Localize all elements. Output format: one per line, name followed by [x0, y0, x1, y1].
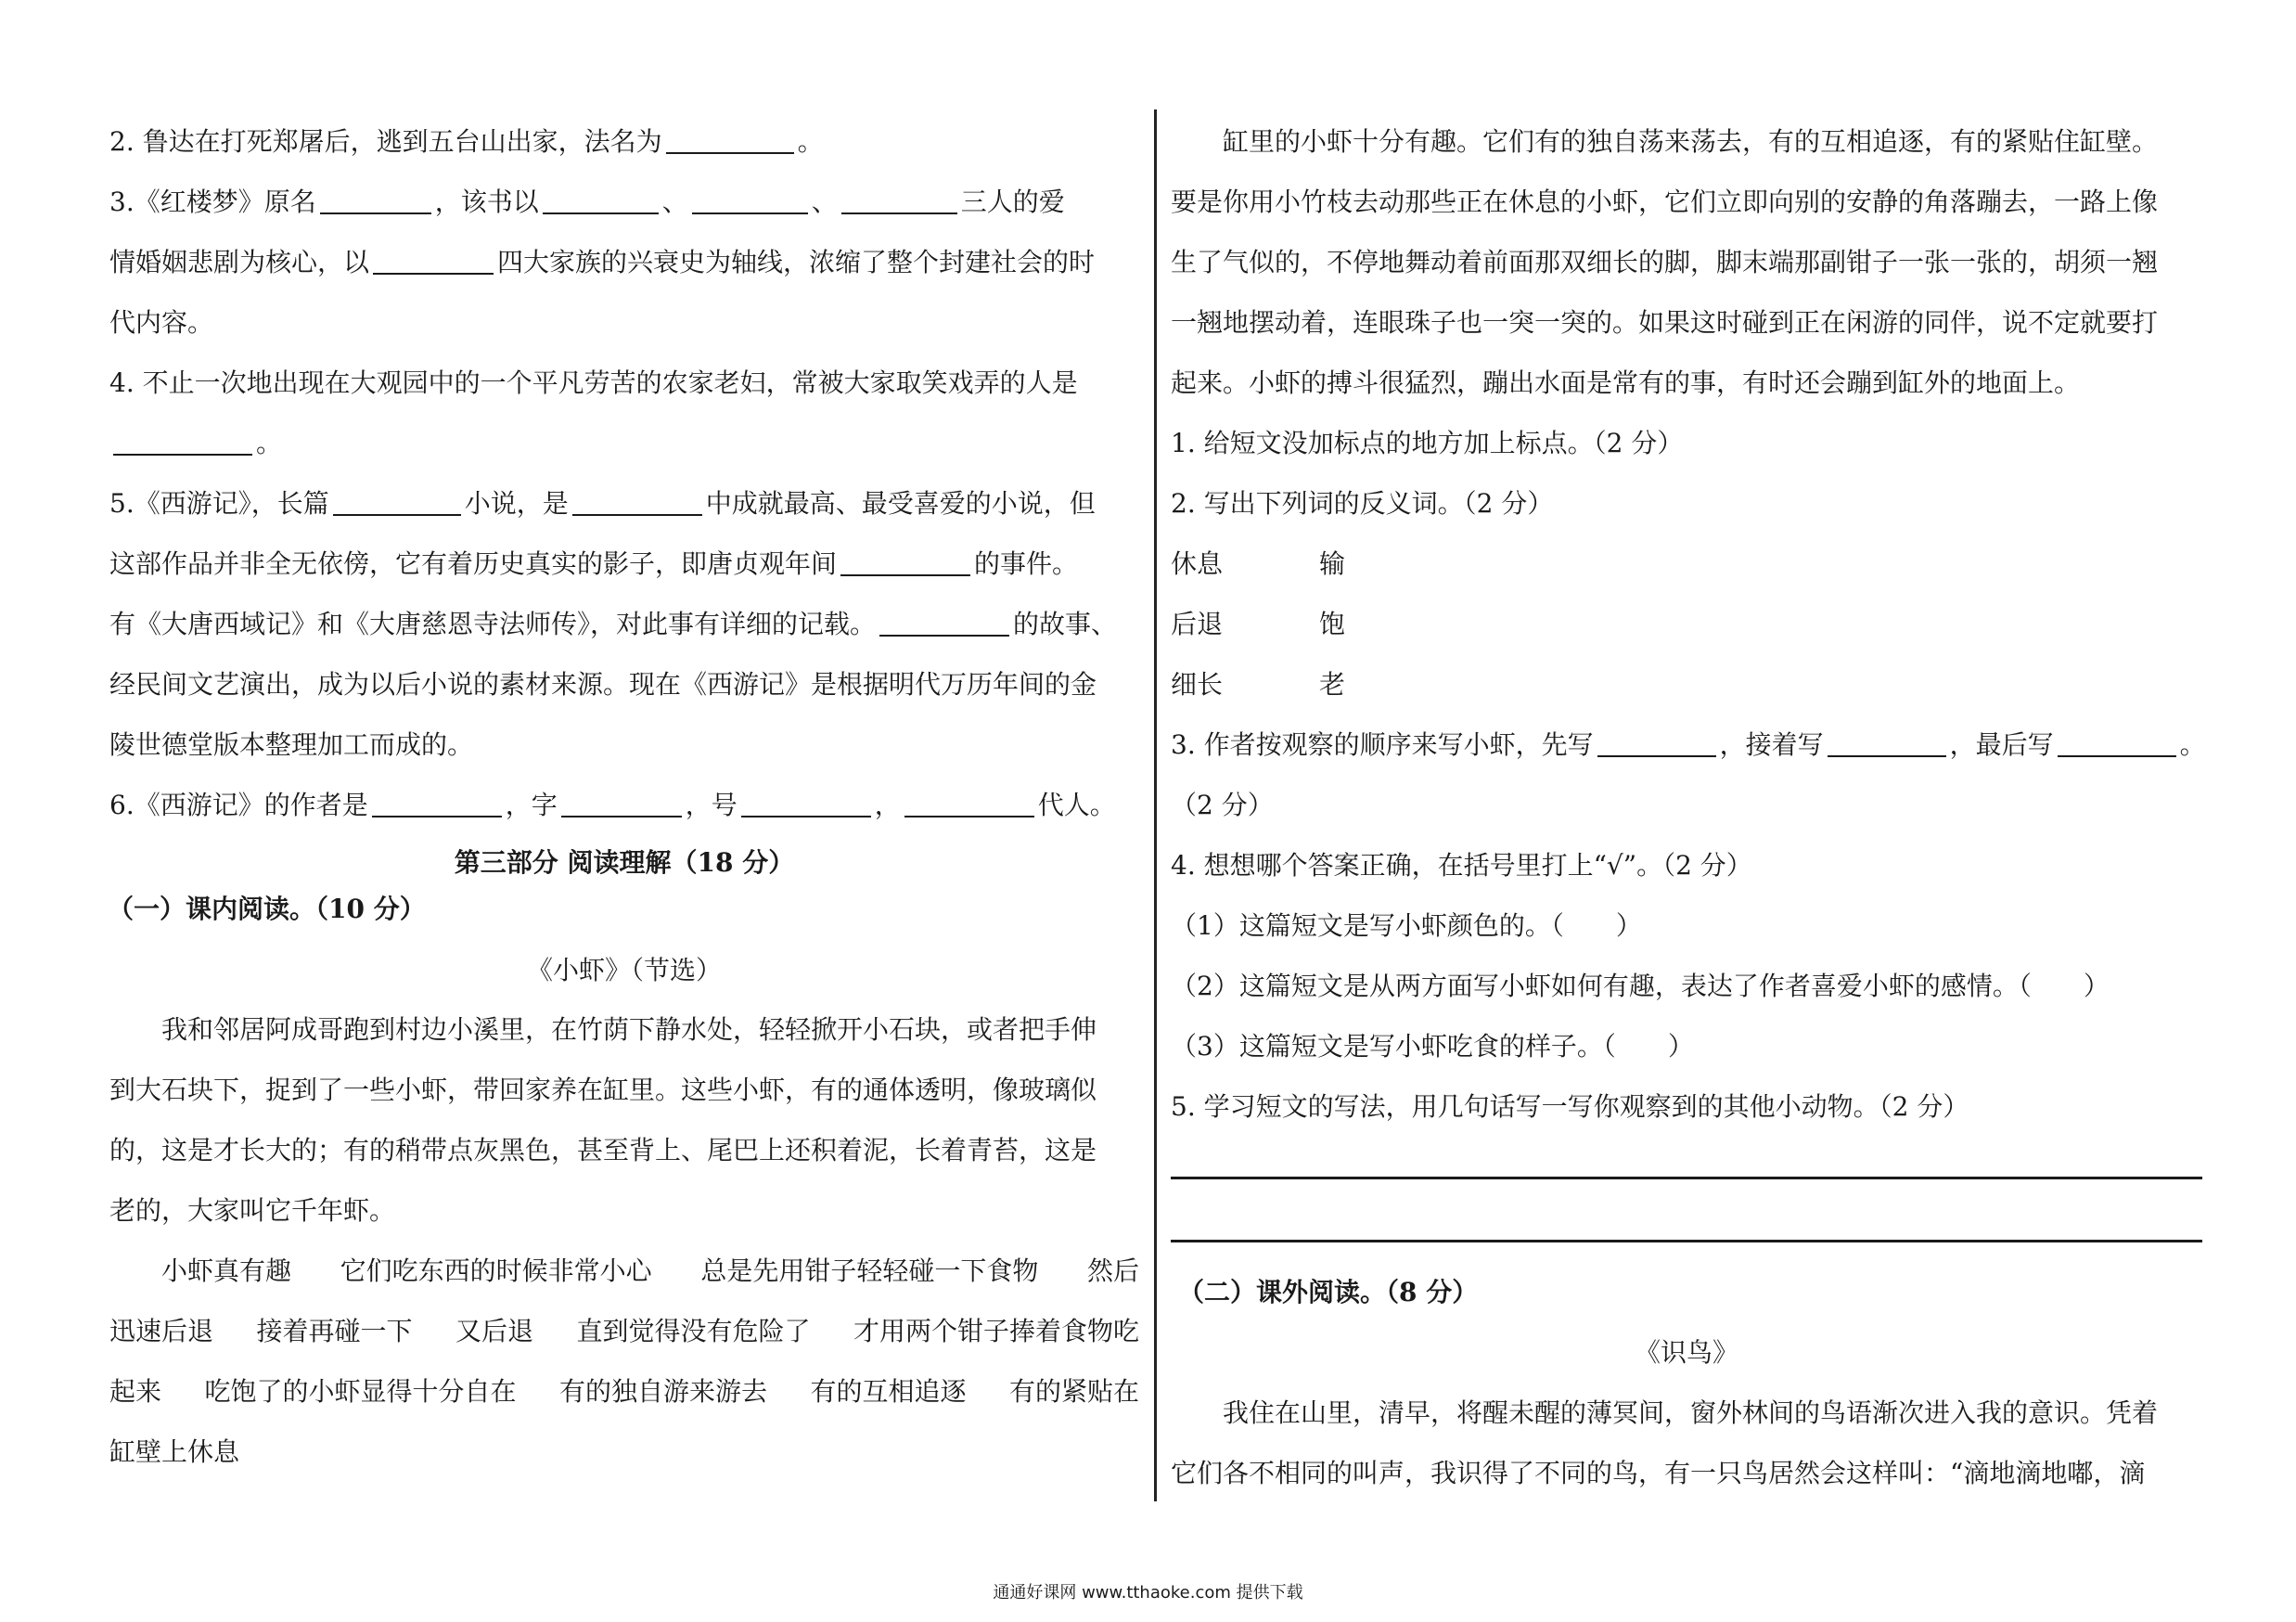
question-3-line-3: 代内容。: [109, 307, 214, 338]
passage-1-title: 《小虾》（节选）: [526, 955, 722, 985]
question-r5: 5. 学习短文的写法，用几句话写一写你观察到的其他小动物。（2 分）: [1171, 1091, 1969, 1122]
answer-blank[interactable]: [113, 426, 252, 456]
section-3-heading: 第三部分 阅读理解（18 分）: [454, 847, 795, 878]
question-2: 2. 鲁达在打死郑屠后，逃到五台山出家，法名为 。: [109, 126, 824, 157]
passage-line: 我和邻居阿成哥跑到村边小溪里，在竹荫下静水处，轻轻掀开小石块，或者把手伸: [161, 1014, 1097, 1045]
question-5-line-2: 这部作品并非全无依傍，它有着历史真实的影子，即唐贞观年间 的事件。: [109, 548, 1079, 579]
answer-blank[interactable]: [373, 245, 494, 275]
question-r1: 1. 给短文没加标点的地方加上标点。（2 分）: [1171, 428, 1684, 458]
answer-blank[interactable]: [561, 788, 682, 817]
question-r3: 3. 作者按观察的顺序来写小虾，先写 ，接着写 ，最后写 。: [1171, 729, 2206, 760]
answer-blank[interactable]: [372, 788, 502, 817]
passage-line: 老的，大家叫它千年虾。: [109, 1195, 396, 1226]
passage-line: 生了气似的，不停地舞动着前面那双细长的脚，脚末端那副钳子一张一张的，胡须一翘: [1171, 247, 2159, 277]
question-r3-line-2: （2 分）: [1171, 790, 1274, 820]
answer-blank[interactable]: [320, 185, 431, 214]
answer-blank[interactable]: [2058, 727, 2176, 757]
question-3: 3.《红楼梦》原名 ，该书以 、 、 三人的爱: [109, 187, 1065, 217]
unpunctuated-line: 缸壁上休息: [109, 1436, 240, 1467]
question-5-line-4: 经民间文艺演出，成为以后小说的素材来源。现在《西游记》是根据明代万历年间的金: [109, 669, 1097, 700]
question-4: 4. 不止一次地出现在大观园中的一个平凡劳苦的农家老妇，常被大家取笑戏弄的人是: [109, 367, 1078, 398]
question-5-line-5: 陵世德堂版本整理加工而成的。: [109, 729, 474, 760]
passage-line: 缸里的小虾十分有趣。它们有的独自荡来荡去，有的互相追逐，有的紧贴住缸壁。: [1223, 126, 2159, 157]
question-5-line-3: 有《大唐西域记》和《大唐慈恩寺法师传》，对此事有详细的记载。 的故事、: [109, 609, 1118, 639]
part-2-heading: （二）课外阅读。（8 分）: [1178, 1277, 1479, 1307]
question-r2: 2. 写出下列词的反义词。（2 分）: [1171, 488, 1554, 519]
antonym-pair: 休息 输: [1171, 548, 1346, 579]
answer-blank[interactable]: [1828, 727, 1946, 757]
answer-blank[interactable]: [904, 788, 1034, 817]
passage-line: 要是你用小竹枝去动那些正在休息的小虾，它们立即向别的安静的角落蹦去，一路上像: [1171, 187, 2159, 217]
question-5: 5.《西游记》，长篇 小说，是 中成就最高、最受喜爱的小说，但: [109, 488, 1096, 519]
answer-blank[interactable]: [572, 486, 702, 516]
footer-source: 通通好课网 www.tthaoke.com 提供下载: [993, 1583, 1303, 1603]
answer-blank[interactable]: [333, 486, 461, 516]
answer-blank[interactable]: [741, 788, 871, 817]
unpunctuated-line: 迅速后退 接着再碰一下 又后退 直到觉得没有危险了 才用两个钳子捧着食物吃: [109, 1316, 1139, 1346]
answer-writing-line[interactable]: [1171, 1240, 2202, 1242]
option-line[interactable]: （2）这篇短文是从两方面写小虾如何有趣，表达了作者喜爱小虾的感情。（ ）: [1171, 971, 2110, 1001]
answer-blank[interactable]: [666, 124, 794, 154]
passage-line: 到大石块下，捉到了一些小虾，带回家养在缸里。这些小虾，有的通体透明，像玻璃似: [109, 1075, 1097, 1105]
answer-blank[interactable]: [879, 607, 1009, 637]
unpunctuated-line: 起来 吃饱了的小虾显得十分自在 有的独自游来游去 有的互相追逐 有的紧贴在: [109, 1376, 1139, 1407]
passage-line: 的，这是才长大的；有的稍带点灰黑色，甚至背上、尾巴上还积着泥，长着青苔，这是: [109, 1135, 1097, 1165]
answer-blank[interactable]: [692, 185, 808, 214]
passage-line: 它们各不相同的叫声，我识得了不同的鸟，有一只鸟居然会这样叫：“滴地滴地嘟，滴: [1171, 1458, 2146, 1488]
column-divider: [1154, 109, 1157, 1501]
passage-line: 我住在山里，清早，将醒未醒的薄冥间，窗外林间的鸟语渐次进入我的意识。凭着: [1223, 1397, 2159, 1428]
answer-blank[interactable]: [840, 547, 970, 576]
option-line[interactable]: （1）这篇短文是写小虾颜色的。（ ）: [1171, 910, 1642, 941]
antonym-pair: 后退 饱: [1171, 609, 1346, 639]
question-r4: 4. 想想哪个答案正确，在括号里打上“√”。（2 分）: [1171, 850, 1752, 881]
answer-blank[interactable]: [543, 185, 659, 214]
unpunctuated-line: 小虾真有趣 它们吃东西的时候非常小心 总是先用钳子轻轻碰一下食物 然后: [161, 1255, 1139, 1286]
question-6: 6.《西游记》的作者是 ，字 ，号 ， 代人。: [109, 790, 1116, 820]
option-line[interactable]: （3）这篇短文是写小虾吃食的样子。（ ）: [1171, 1031, 1694, 1062]
answer-writing-line[interactable]: [1171, 1177, 2202, 1179]
question-3-line-2: 情婚姻悲剧为核心，以 四大家族的兴衰史为轴线，浓缩了整个封建社会的时: [109, 247, 1096, 277]
passage-line: 一翘地摆动着，连眼珠子也一突一突的。如果这时碰到正在闲游的同伴，说不定就要打: [1171, 307, 2159, 338]
answer-blank[interactable]: [1597, 727, 1716, 757]
antonym-pair: 细长 老: [1171, 669, 1346, 700]
passage-2-title: 《识鸟》: [1634, 1337, 1738, 1368]
passage-line: 起来。小虾的搏斗很猛烈，蹦出水面是常有的事，有时还会蹦到缸外的地面上。: [1171, 367, 2081, 398]
answer-blank[interactable]: [841, 185, 957, 214]
question-4-line-2: 。: [109, 425, 282, 462]
part-1-heading: （一）课内阅读。（10 分）: [108, 894, 426, 924]
